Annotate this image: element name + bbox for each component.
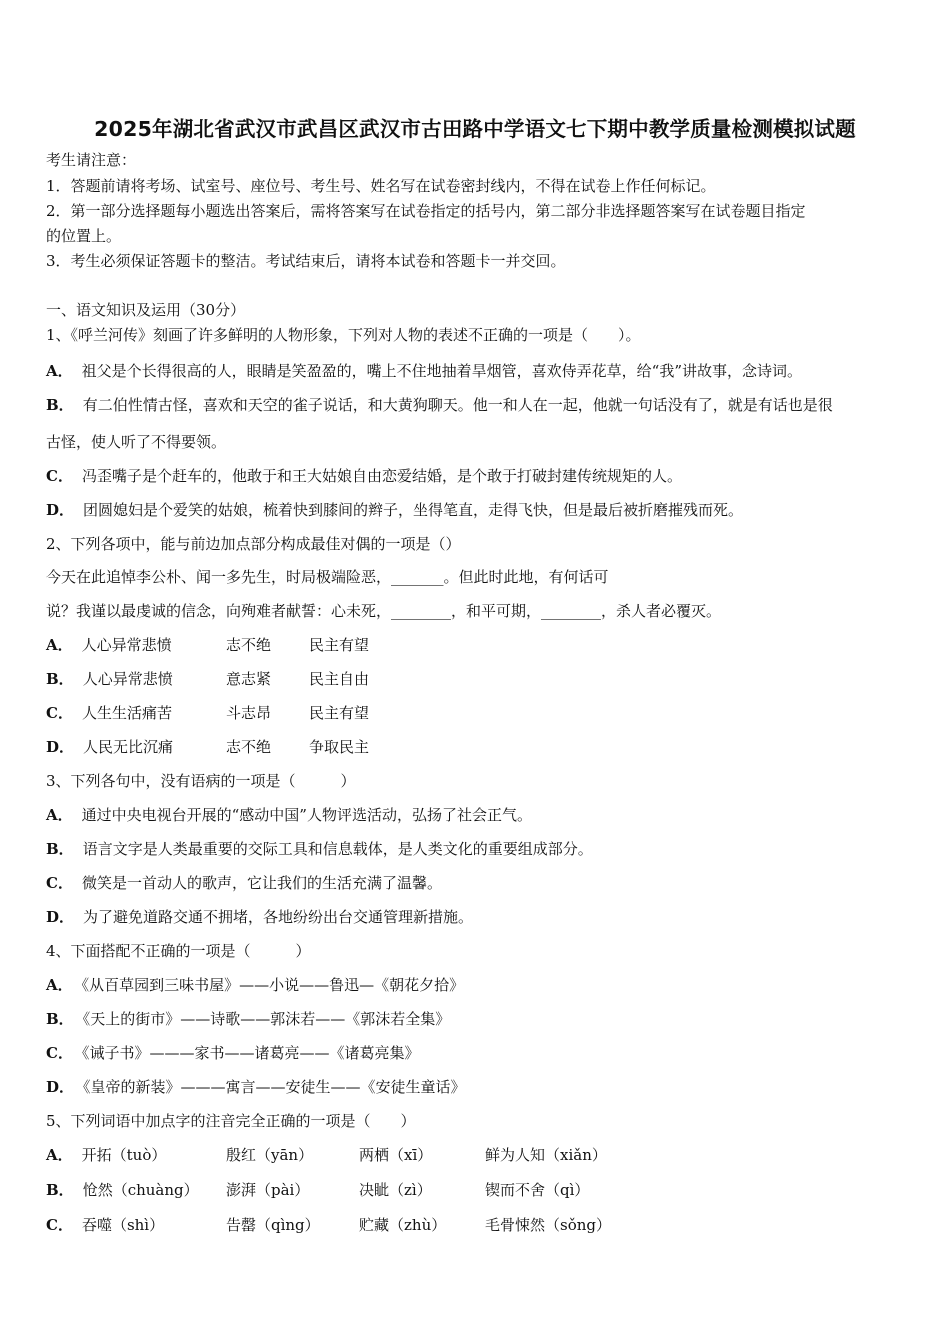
option-col-1: 人生生活痛苦 [81, 704, 172, 722]
question-2-stem: 2、下列各项中，能与前边加点部分构成最佳对偶的一项是（） [46, 535, 461, 553]
option-letter: B． [46, 670, 74, 688]
section-heading: 一、语文知识及运用（30分） [46, 301, 246, 319]
option-text: 《皇帝的新装》———寓言——安徒生——《安徒生童话》 [83, 1078, 466, 1096]
question-4-option-c [46, 1043, 419, 1063]
option-letter: D． [46, 1078, 75, 1096]
option-col-3: 决眦（zì） [359, 1181, 432, 1199]
question-3-option-b [46, 839, 593, 859]
option-col-3: 两栖（xī） [359, 1146, 433, 1164]
option-col-1: 人心异常悲愤 [82, 670, 173, 688]
option-col-4: 鲜为人知（xiǎn） [485, 1146, 607, 1164]
option-letter: C． [46, 704, 73, 722]
option-text: 《诫子书》———家书——诸葛亮——《诸葛亮集》 [81, 1044, 420, 1062]
notice-item-2-cont: 的位置上。 [46, 227, 122, 245]
option-col-3: 民主有望 [309, 704, 370, 722]
question-2-passage-2: 说？我谨以最虔诚的信念，向殉难者献誓：心未死，________，和平可期，________，杀人者必覆灭。 [46, 602, 722, 620]
option-text: 通过中央电视台开展的“感动中国”人物评选活动，弘扬了社会正气。 [81, 806, 532, 824]
option-letter: A． [46, 1146, 73, 1164]
question-3-stem: 3、下列各句中，没有语病的一项是（ ） [46, 772, 356, 790]
question-5-stem: 5、下列词语中加点字的注音完全正确的一项是（ ） [46, 1112, 416, 1130]
option-letter: B． [46, 1010, 74, 1028]
option-col-2: 斗志昂 [226, 704, 272, 722]
option-text: 为了避免道路交通不拥堵，各地纷纷出台交通管理新措施。 [83, 908, 474, 926]
option-col-2: 殷红（yān） [226, 1146, 314, 1164]
option-letter: B． [46, 396, 74, 414]
question-2-passage-1: 今天在此追悼李公朴、闻一多先生，时局极端险恶，_______。但此时此地，有何话可 [46, 568, 609, 586]
option-col-3: 贮藏（zhù） [359, 1216, 447, 1234]
option-letter: D． [46, 908, 75, 926]
question-2-option-b [46, 669, 370, 689]
option-col-3: 争取民主 [309, 738, 370, 756]
page-title: 2025年湖北省武汉市武昌区武汉市古田路中学语文七下期中教学质量检测模拟试题 [94, 117, 856, 141]
option-col-1: 人民无比沉痛 [83, 738, 174, 756]
question-2-option-d [46, 737, 370, 757]
question-2-option-c [46, 703, 370, 723]
option-col-1: 人心异常悲愤 [81, 636, 172, 654]
option-letter: C． [46, 874, 73, 892]
notice-item-1: 1．答题前请将考场、试室号、座位号、考生号、姓名写在试卷密封线内，不得在试卷上作任何标记。 [46, 177, 716, 195]
question-3-option-c [46, 873, 442, 893]
option-letter: C． [46, 1044, 73, 1062]
question-1-stem: 1、《呼兰河传》刻画了许多鲜明的人物形象，下列对人物的表述不正确的一项是（ ）。 [46, 326, 641, 344]
question-5-option-a [46, 1145, 607, 1165]
option-letter: D． [46, 738, 75, 756]
option-col-3: 民主有望 [309, 636, 370, 654]
question-1-option-b-cont: 古怪，使人听了不得要领。 [46, 433, 227, 451]
option-col-4: 毛骨悚然（sǒng） [485, 1216, 611, 1234]
option-col-1: 开拓（tuò） [81, 1146, 167, 1164]
option-col-2: 告罄（qìng） [226, 1216, 320, 1234]
option-col-2: 志不绝 [226, 636, 272, 654]
question-1-option-c [46, 466, 682, 486]
option-letter: A． [46, 976, 73, 994]
option-col-2: 澎湃（pài） [226, 1181, 310, 1199]
option-col-2: 意志紧 [226, 670, 272, 688]
question-5-option-c [46, 1215, 611, 1235]
option-letter: A． [46, 362, 73, 380]
notice-item-2: 2．第一部分选择题每小题选出答案后，需将答案写在试卷指定的括号内，第二部分非选择题答案写在试卷题目指定 [46, 202, 806, 220]
option-text: 冯歪嘴子是个赶车的，他敢于和王大姑娘自由恋爱结婚，是个敢于打破封建传统规矩的人。 [81, 467, 682, 485]
option-text: 《从百草园到三味书屋》——小说——鲁迅—《朝花夕拾》 [81, 976, 465, 994]
notice-heading: 考生请注意： [46, 151, 137, 169]
option-text: 有二伯性情古怪，喜欢和天空的雀子说话，和大黄狗聊天。他一和人在一起，他就一句话没有了，就是有话也是很 [82, 396, 833, 414]
option-col-1: 吞噬（shì） [81, 1216, 165, 1234]
question-4-option-d [46, 1077, 466, 1097]
option-letter: A． [46, 806, 73, 824]
option-letter: C． [46, 1216, 73, 1234]
option-text: 祖父是个长得很高的人，眼睛是笑盈盈的，嘴上不住地抽着旱烟管，喜欢侍弄花草，给“我”讲故事，念诗词。 [81, 362, 802, 380]
option-letter: C． [46, 467, 73, 485]
option-col-4: 锲而不舍（qì） [485, 1181, 590, 1199]
notice-item-3: 3．考生必须保证答题卡的整洁。考试结束后，请将本试卷和答题卡一并交回。 [46, 252, 566, 270]
option-text: 语言文字是人类最重要的交际工具和信息载体，是人类文化的重要组成部分。 [82, 840, 593, 858]
option-col-3: 民主自由 [309, 670, 370, 688]
option-col-1: 怆然（chuàng） [82, 1181, 199, 1199]
question-4-option-b [46, 1009, 450, 1029]
question-4-option-a [46, 975, 464, 995]
option-letter: B． [46, 840, 74, 858]
question-1-option-b [46, 395, 833, 415]
option-col-2: 志不绝 [226, 738, 272, 756]
question-3-option-a [46, 805, 532, 825]
question-4-stem: 4、下面搭配不正确的一项是（ ） [46, 942, 311, 960]
question-1-option-a [46, 361, 802, 381]
option-text: 团圆媳妇是个爱笑的姑娘，梳着快到膝间的辫子，坐得笔直，走得飞快，但是最后被折磨摧残而死。 [83, 501, 744, 519]
question-3-option-d [46, 907, 473, 927]
question-1-option-d [46, 500, 743, 520]
question-2-option-a [46, 635, 370, 655]
option-text: 微笑是一首动人的歌声，它让我们的生活充满了温馨。 [81, 874, 442, 892]
option-letter: B． [46, 1181, 74, 1199]
option-letter: A． [46, 636, 73, 654]
option-letter: D． [46, 501, 75, 519]
question-5-option-b [46, 1180, 590, 1200]
option-text: 《天上的街市》——诗歌——郭沫若——《郭沫若全集》 [82, 1010, 451, 1028]
